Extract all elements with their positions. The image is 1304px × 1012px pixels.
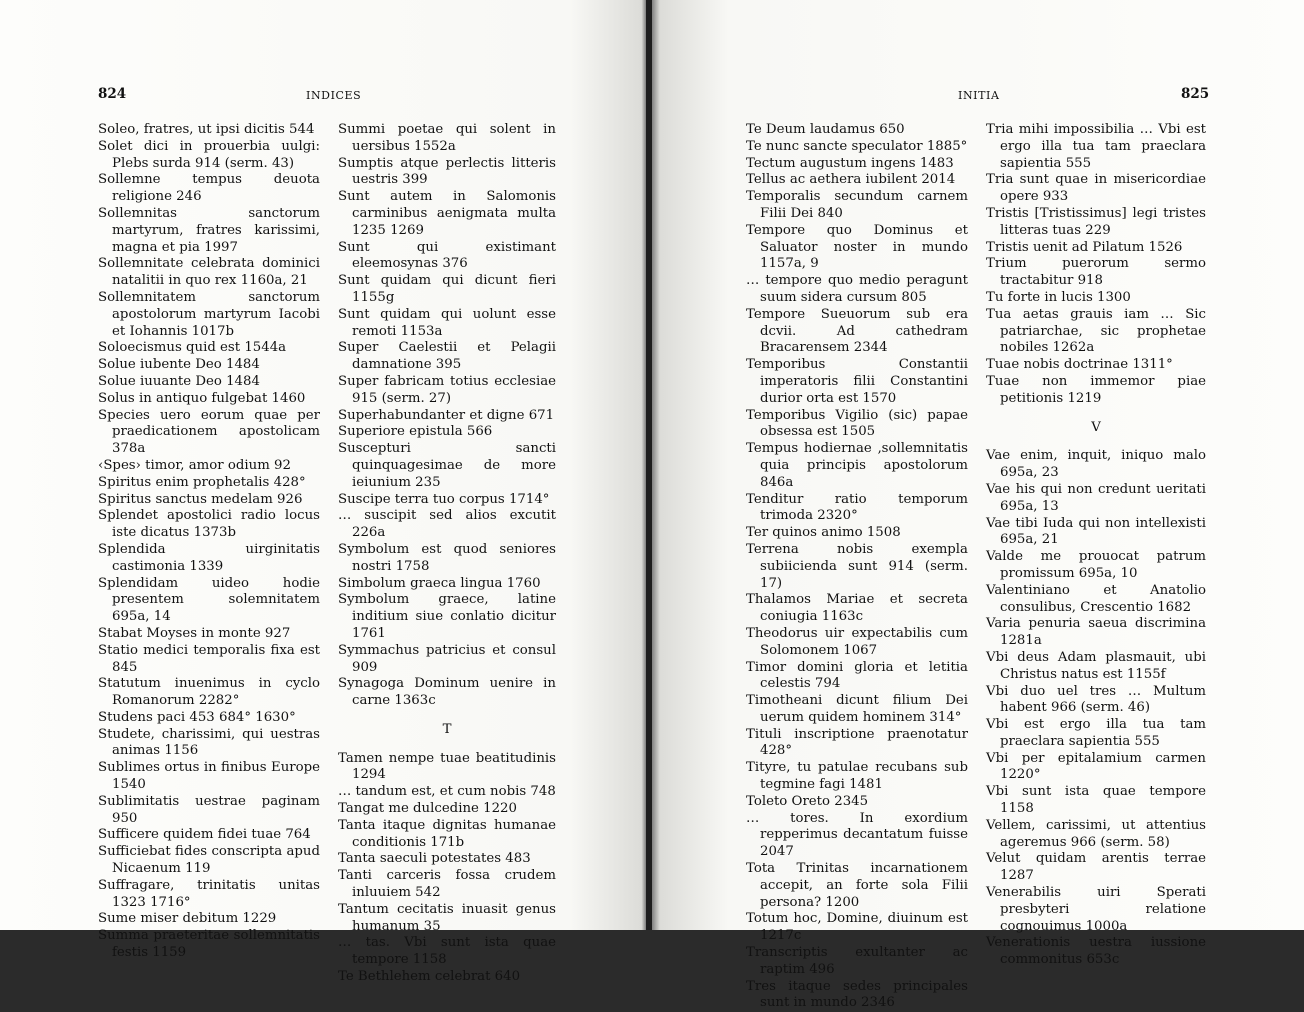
index-entry: Soloecismus quid est 1544a — [98, 340, 287, 356]
index-entry: Te Bethlehem celebrat 640 — [338, 969, 521, 985]
left-page — [0, 0, 648, 985]
index-entry: Tres itaque sedes principales sunt in mundo 2346 — [746, 978, 968, 1011]
index-entry: Temporalis secundum carnem Filii Dei 840 — [746, 189, 968, 221]
index-entry: Valentiniano et Anatolio consulibus, Crescentio 1682 — [986, 582, 1206, 615]
index-entry: Simbolum graeca lingua 1760 — [338, 575, 541, 591]
index-entry: Timotheani dicunt filium Dei uerum quidem hominem 314° — [746, 693, 968, 725]
index-entry: Terrena nobis exempla subiicienda sunt 914 (serm. 17) — [746, 541, 968, 591]
index-entry: Sublimes ortus in finibus Europe 1540 — [98, 760, 320, 793]
index-entry: Transcriptis exultanter ac raptim 496 — [746, 945, 968, 977]
index-entry: Velut quidam arentis terrae 1287 — [986, 851, 1206, 884]
index-entry: Suscipe terra tuo corpus 1714° — [338, 491, 550, 507]
index-entry: Vae his qui non credunt ueritati 695a, 13 — [986, 481, 1206, 514]
index-entry: Tanta itaque dignitas humanae conditionis 171b — [338, 817, 556, 850]
index-entry: Sufficiebat fides conscripta apud Nicaenum 119 — [98, 844, 320, 877]
index-entry: Superhabundanter et digne 671 — [338, 407, 555, 423]
index-entry: … suscipit sed alios excutit 226a — [338, 508, 556, 541]
index-entry: Toleto Oreto 2345 — [746, 793, 869, 809]
index-entry: Vbi per epitalamium carmen 1220° — [986, 750, 1206, 783]
index-entry: Solet dici in prouerbia uulgi: Plebs surda 914 (serm. 43) — [98, 138, 320, 171]
index-entry: Sollemnitate celebrata dominici natalitii in quo rex 1160a, 21 — [98, 256, 320, 289]
index-column-2 — [338, 122, 556, 986]
right-page — [650, 0, 1304, 1011]
index-entry: Symbolum graece, latine inditium siue conlatio dicitur 1761 — [338, 592, 556, 641]
index-entry: Tempus hodiernae ‚sollemnitatis quia principis apostolorum 846a — [746, 441, 968, 490]
index-entry: Tanta saeculi potestates 483 — [338, 851, 531, 867]
index-entry: … tas. Vbi sunt ista quae tempore 1158 — [338, 935, 556, 968]
index-entry: Spiritus sanctus medelam 926 — [98, 491, 303, 507]
index-entry: Super Caelestii et Pelagii damnatione 395 — [338, 340, 556, 373]
index-entry: Tria mihi impossibilia … Vbi est ergo illa tua tam praeclara sapientia 555 — [986, 122, 1206, 171]
index-entry: Temporibus Vigilio (sic) papae obsessa est 1505 — [746, 407, 968, 440]
index-entry: Synagoga Dominum uenire in carne 1363c — [338, 676, 556, 709]
index-entry: Superiore epistula 566 — [338, 424, 493, 440]
index-entry: Vbi est ergo illa tua tam praeclara sapientia 555 — [986, 717, 1206, 749]
index-entry: Tria sunt quae in misericordiae opere 933 — [986, 172, 1206, 205]
index-entry: Tua aetas grauis iam … Sic patriarchae, sic prophetae nobiles 1262a — [986, 306, 1206, 356]
index-entry: Sufficere quidem fidei tuae 764 — [98, 827, 311, 843]
index-entry: Totum hoc, Domine, diuinum est 1217c — [746, 911, 968, 944]
index-entry: Tota Trinitas incarnationem accepit, an forte sola Filii persona? 1200 — [746, 861, 968, 910]
running-head-right — [650, 80, 1304, 108]
index-entry: Timor domini gloria et letitia celestis 794 — [746, 659, 968, 692]
index-entry: Tuae non immemor piae petitionis 1219 — [986, 373, 1206, 406]
index-entry: Tristis [Tristissimus] legi tristes litteras tuas 229 — [986, 205, 1206, 238]
index-entry: Suscepturi sancti quinquagesimae de more ieiunium 235 — [338, 441, 556, 490]
index-entry: Species uero eorum quae per praedicationem apostolicam 378a — [98, 407, 320, 457]
index-entry: Splendet apostolici radio locus iste dicatus 1373b — [98, 508, 320, 541]
index-entry: Summi poetae qui solent in uersibus 1552a — [338, 122, 556, 154]
index-entry: Vae tibi Iuda qui non intellexisti 695a, 21 — [986, 515, 1206, 548]
index-entry: Ter quinos animo 1508 — [746, 525, 901, 541]
index-entry: Splendidam uideo hodie presentem solemnitatem 695a, 14 — [98, 575, 320, 625]
index-entry: Statutum inuenimus in cyclo Romanorum 2282° — [98, 676, 320, 709]
index-entry: Sunt quidam qui dicunt fieri 1155g — [338, 273, 556, 305]
index-entry: Varia penuria saeua discrimina 1281a — [986, 616, 1206, 649]
index-entry: Venerabilis uiri Sperati presbyteri relatione cognouimus 1000a — [986, 885, 1206, 934]
index-entry: Super fabricam totius ecclesiae 915 (serm. 27) — [338, 373, 556, 406]
index-entry: Solus in antiquo fulgebat 1460 — [98, 390, 306, 406]
index-entry: Tituli inscriptione praenotatur 428° — [746, 726, 968, 759]
index-entry: Thalamos Mariae et secreta coniugia 1163c — [746, 592, 968, 625]
book-gutter — [646, 0, 652, 930]
index-entry: Vbi duo uel tres … Multum habent 966 (serm. 46) — [986, 683, 1206, 716]
index-entry: Sublimitatis uestrae paginam 950 — [98, 793, 320, 826]
index-entry: Vbi deus Adam plasmauit, ubi Christus natus est 1155f — [986, 649, 1206, 682]
running-title: INDICES — [306, 89, 362, 102]
index-entry: Solue iubente Deo 1484 — [98, 357, 260, 373]
index-entry: Soleo, fratres, ut ipsi dicitis 544 — [98, 122, 315, 137]
index-entry: Statio medici temporalis fixa est 845 — [98, 642, 320, 675]
index-entry: Tempore Sueuorum sub era dcvii. Ad cathedram Bracarensem 2344 — [746, 306, 968, 356]
section-letter: V — [1091, 419, 1101, 435]
index-column-4 — [986, 122, 1206, 969]
index-entry: Sunt qui existimant eleemosynas 376 — [338, 239, 556, 272]
index-entry: Vbi sunt ista quae tempore 1158 — [986, 784, 1206, 817]
index-entry: Tristis uenit ad Pilatum 1526 — [986, 239, 1183, 255]
index-entry: Tuae nobis doctrinae 1311° — [986, 357, 1173, 373]
index-entry: Tamen nempe tuae beatitudinis 1294 — [338, 750, 556, 783]
page-number: 825 — [1181, 86, 1210, 102]
index-entry: Spiritus enim prophetalis 428° — [98, 474, 306, 490]
index-entry: Tectum augustum ingens 1483 — [746, 155, 954, 171]
index-entry: Theodorus uir expectabilis cum Solomonem 1067 — [746, 625, 968, 658]
index-entry: … tores. In exordium repperimus decantatum fuisse 2047 — [746, 810, 968, 860]
index-entry: Tityre, tu patulae recubans sub tegmine fagi 1481 — [746, 760, 968, 793]
index-entry: Tellus ac aethera iubilent 2014 — [746, 172, 956, 188]
index-entry: Vae enim, inquit, iniquo malo 695a, 23 — [986, 448, 1206, 481]
index-entry: Venerationis uestra iussione commonitus 653c — [986, 935, 1206, 968]
index-entry: Symbolum est quod seniores nostri 1758 — [338, 541, 556, 574]
index-entry: Tanti carceris fossa crudem inluuiem 542 — [338, 868, 556, 901]
index-entry: Te Deum laudamus 650 — [746, 122, 905, 137]
index-entry: Sollemnitas sanctorum martyrum, fratres karissimi, magna et pia 1997 — [98, 205, 320, 255]
index-entry: … tandum est, et cum nobis 748 — [338, 784, 556, 800]
index-entry: Sollemnitatem sanctorum apostolorum martyrum Iacobi et Iohannis 1017b — [98, 289, 320, 339]
index-entry: Tu forte in lucis 1300 — [986, 289, 1131, 305]
index-entry: Trium puerorum sermo tractabitur 918 — [986, 256, 1206, 289]
index-entry: Summa praeteritae sollemnitatis festis 1159 — [98, 928, 320, 961]
index-entry: Studens paci 453 684° 1630° — [98, 709, 296, 725]
index-entry: Sunt autem in Salomonis carminibus aenigmata multa 1235 1269 — [338, 189, 556, 238]
index-entry: Sumptis atque perlectis litteris uestris 399 — [338, 155, 556, 188]
index-entry: Splendida uirginitatis castimonia 1339 — [98, 541, 320, 574]
page-number: 824 — [98, 86, 127, 102]
index-entry: Temporibus Constantii imperatoris filii Constantini durior orta est 1570 — [746, 357, 968, 406]
index-entry: Suffragare, trinitatis unitas 1323 1716° — [98, 877, 320, 910]
index-entry: Tantum cecitatis inuasit genus humanum 35 — [338, 901, 556, 934]
index-entry: Tangat me dulcedine 1220 — [338, 801, 517, 817]
index-entry: Studete, charissimi, qui uestras animas 1156 — [98, 726, 320, 759]
index-column-3 — [746, 122, 968, 1012]
index-entry: Solue iuuante Deo 1484 — [98, 373, 260, 389]
index-entry: Sunt quidam qui uolunt esse remoti 1153a — [338, 306, 556, 339]
index-entry: Valde me prouocat patrum promissum 695a, 10 — [986, 549, 1206, 581]
section-letter: T — [442, 721, 452, 737]
running-title: INITIA — [958, 89, 1000, 102]
index-entry: Vellem, carissimi, ut attentius ageremus 966 (serm. 58) — [986, 817, 1206, 850]
running-head-left — [0, 80, 648, 108]
index-entry: Te nunc sancte speculator 1885° — [746, 138, 968, 154]
index-column-1 — [98, 122, 320, 962]
index-entry: Symmachus patricius et consul 909 — [338, 642, 556, 675]
index-entry: Tenditur ratio temporum trimoda 2320° — [746, 491, 968, 524]
index-entry: Tempore quo Dominus et Saluator noster in mundo 1157a, 9 — [746, 222, 968, 272]
index-entry: Sume miser debitum 1229 — [98, 911, 277, 927]
index-entry: … tempore quo medio peragunt suum sidera cursum 805 — [746, 273, 968, 305]
index-entry: Stabat Moyses in monte 927 — [98, 625, 291, 641]
index-entry: Sollemne tempus deuota religione 246 — [98, 172, 320, 205]
index-entry: ‹Spes› timor, amor odium 92 — [98, 457, 291, 473]
